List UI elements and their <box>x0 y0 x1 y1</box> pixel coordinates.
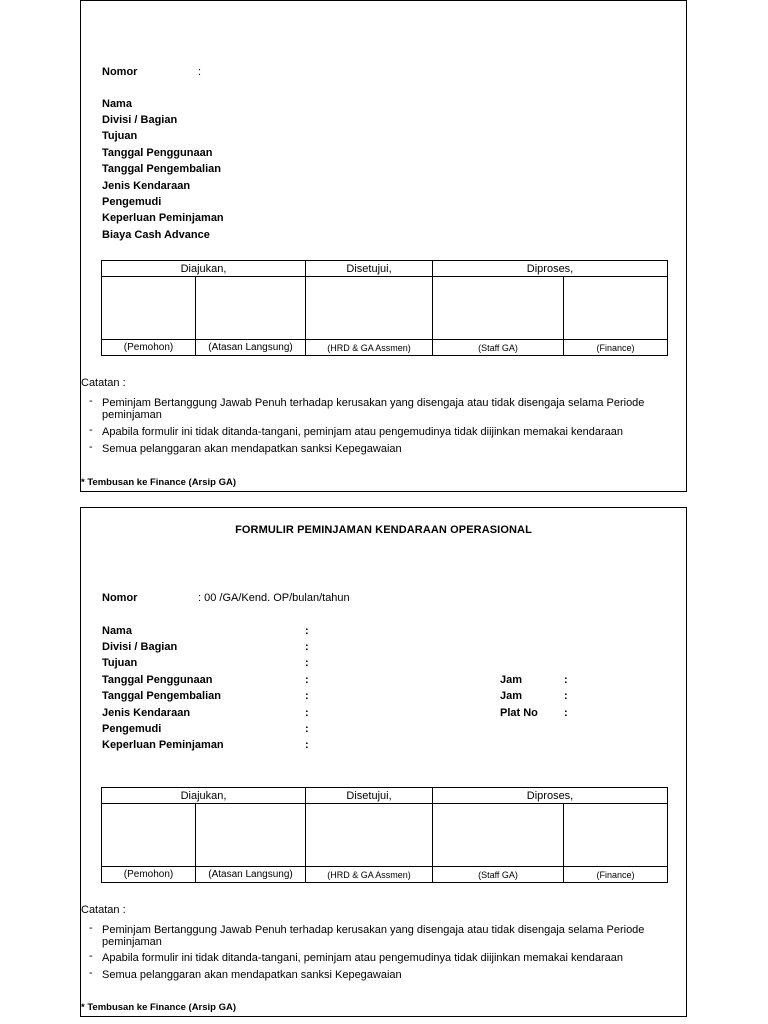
field-label: Jenis Kendaraan <box>102 180 191 192</box>
extra-jam-pengembalian <box>500 688 568 704</box>
role-staff-ga: (Staff GA) <box>433 867 564 883</box>
tembusan-note: * Tembusan ke Finance (Arsip GA) <box>81 477 237 488</box>
vehicle-loan-form-1 <box>80 0 687 492</box>
extra-label: Jam <box>500 690 523 702</box>
extra-colon: : <box>564 707 568 719</box>
field-colon: : <box>305 707 309 719</box>
note-dash: - <box>89 424 93 436</box>
field-label: Divisi / Bagian <box>102 114 178 126</box>
field-label: Keperluan Peminjaman <box>102 739 224 751</box>
field-label: Pengemudi <box>102 723 162 735</box>
field-label: Nama <box>102 98 132 110</box>
field-label: Tanggal Pengembalian <box>102 163 221 175</box>
nomor-label: Nomor <box>102 66 138 78</box>
signature-box-pemohon[interactable] <box>102 277 196 340</box>
signature-table <box>101 787 668 883</box>
signature-box-hrd[interactable] <box>306 277 433 340</box>
signature-box-atasan[interactable] <box>196 804 306 867</box>
field-colon: : <box>305 723 309 735</box>
field-colon: : <box>305 690 309 702</box>
note-text: Peminjam Bertanggung Jawab Penuh terhadap kerusakan yang disengaja atau tidak disengaja selama Periode peminjaman <box>102 924 645 948</box>
role-finance: (Finance) <box>564 867 668 883</box>
field-colon: : <box>305 625 309 637</box>
role-finance: (Finance) <box>564 340 668 356</box>
form-title: FORMULIR PEMINJAMAN KENDARAAN OPERASIONAL <box>235 524 532 536</box>
field-label: Pengemudi <box>102 196 162 208</box>
note-dash: - <box>89 950 93 962</box>
field-colon: : <box>305 657 309 669</box>
role-pemohon: (Pemohon) <box>102 340 196 356</box>
note-dash: - <box>89 441 93 453</box>
field-label: Tanggal Penggunaan <box>102 147 213 159</box>
field-label: Divisi / Bagian <box>102 641 178 653</box>
field-colon: : <box>305 674 309 686</box>
signature-box-staff-ga[interactable] <box>433 804 564 867</box>
header-disetujui: Disetujui, <box>306 788 433 804</box>
tembusan-note: * Tembusan ke Finance (Arsip GA) <box>81 1002 237 1013</box>
extra-plat-no <box>500 705 568 721</box>
header-diproses: Diproses, <box>433 261 668 277</box>
signature-box-staff-ga[interactable] <box>433 277 564 340</box>
note-text: Apabila formulir ini tidak ditanda-tangani, peminjam atau pengemudinya tidak diijinkan memakai kendaraan <box>102 952 623 964</box>
extra-label: Plat No <box>500 707 538 719</box>
field-label: Nama <box>102 625 132 637</box>
signature-box-finance[interactable] <box>564 277 668 340</box>
field-label: Jenis Kendaraan <box>102 707 191 719</box>
extra-label: Jam <box>500 674 523 686</box>
role-pemohon: (Pemohon) <box>102 867 196 883</box>
note-dash: - <box>89 967 93 979</box>
note-text: Semua pelanggaran akan mendapatkan sanksi Kepegawaian <box>102 443 402 455</box>
nomor-value: : 00 /GA/Kend. OP/bulan/tahun <box>198 592 350 604</box>
field-colon: : <box>305 739 309 751</box>
header-diajukan: Diajukan, <box>102 261 306 277</box>
field-label: Biaya Cash Advance <box>102 229 210 241</box>
note-text: Peminjam Bertanggung Jawab Penuh terhadap kerusakan yang disengaja atau tidak disengaja selama Periode peminjaman <box>102 397 645 421</box>
signature-table <box>101 260 668 356</box>
role-hrd: (HRD & GA Assmen) <box>306 867 433 883</box>
field-label: Tanggal Penggunaan <box>102 674 213 686</box>
signature-box-pemohon[interactable] <box>102 804 196 867</box>
vehicle-loan-form-2 <box>80 507 687 1017</box>
header-disetujui: Disetujui, <box>306 261 433 277</box>
extra-colon: : <box>564 690 568 702</box>
field-label: Tujuan <box>102 130 138 142</box>
field-colon: : <box>305 641 309 653</box>
signature-box-atasan[interactable] <box>196 277 306 340</box>
signature-box-hrd[interactable] <box>306 804 433 867</box>
note-dash: - <box>89 922 93 934</box>
header-diajukan: Diajukan, <box>102 788 306 804</box>
note-text: Apabila formulir ini tidak ditanda-tangani, peminjam atau pengemudinya tidak diijinkan memakai kendaraan <box>102 426 623 438</box>
nomor-value: : <box>198 66 202 78</box>
note-text: Semua pelanggaran akan mendapatkan sanksi Kepegawaian <box>102 969 402 981</box>
field-label: Tujuan <box>102 657 138 669</box>
note-dash: - <box>89 395 93 407</box>
role-atasan: (Atasan Langsung) <box>196 867 306 883</box>
role-atasan: (Atasan Langsung) <box>196 340 306 356</box>
role-hrd: (HRD & GA Assmen) <box>306 340 433 356</box>
extra-colon: : <box>564 674 568 686</box>
signature-box-finance[interactable] <box>564 804 668 867</box>
notes-title: Catatan : <box>81 904 126 916</box>
header-diproses: Diproses, <box>433 788 668 804</box>
field-label: Keperluan Peminjaman <box>102 212 224 224</box>
role-staff-ga: (Staff GA) <box>433 340 564 356</box>
field-label: Tanggal Pengembalian <box>102 690 221 702</box>
extra-jam-penggunaan <box>500 672 568 688</box>
notes-title: Catatan : <box>81 377 126 389</box>
nomor-label: Nomor <box>102 592 138 604</box>
